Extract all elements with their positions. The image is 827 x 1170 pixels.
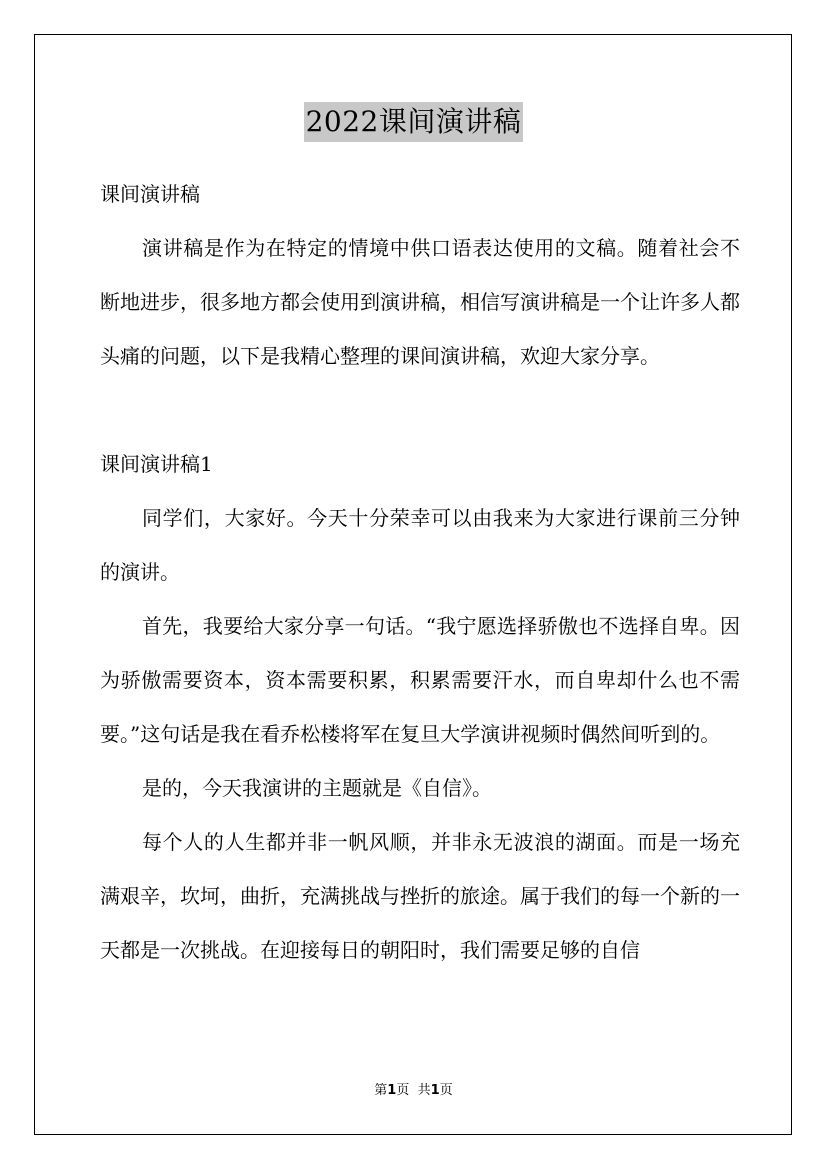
document-body — [100, 167, 740, 977]
body-paragraph: 同学们，大家好。今天十分荣幸可以由我来为大家进行课前三分钟的演讲。 — [100, 506, 740, 584]
body-paragraph: 首先，我要给大家分享一句话。“我宁愿选择骄傲也不选择自卑。因为骄傲需要资本，资本需要积累，积累需要汗水，而自卑却什么也不需要。”这句话是我在看乔松楼将军在复旦大学演讲视频时偶然间听到的。 — [100, 614, 740, 746]
body-paragraph: 每个人的人生都并非一帆风顺，并非永无波浪的湖面。而是一场充满艰辛，坎坷，曲折，充满挑战与挫折的旅途。属于我们的每一个新的一天都是一次挑战。在迎接每日的朝阳时，我们需要足够的自信 — [100, 830, 740, 962]
page-label-suffix: 页 — [396, 1083, 410, 1098]
page-label-prefix: 第 — [374, 1083, 388, 1098]
page-number: 1 — [387, 1083, 397, 1098]
intro-paragraph: 演讲稿是作为在特定的情境中供口语表达使用的文稿。随着社会不断地进步，很多地方都会使用到演讲稿，相信写演讲稿是一个让许多人都头痛的问题，以下是我精心整理的课间演讲稿，欢迎大家分享。 — [100, 236, 740, 368]
title-container — [0, 102, 827, 142]
intro-heading: 课间演讲稿 — [100, 182, 200, 206]
total-label-suffix: 页 — [439, 1083, 453, 1098]
blank-line — [100, 383, 740, 437]
total-pages: 1 — [430, 1083, 440, 1098]
body-paragraph: 是的，今天我演讲的主题就是《自信》。 — [142, 776, 492, 800]
total-label-prefix: 共 — [417, 1083, 431, 1098]
document-title: 2022课间演讲稿 — [304, 102, 524, 142]
page-footer — [0, 1082, 827, 1100]
section-heading: 课间演讲稿1 — [100, 452, 213, 476]
